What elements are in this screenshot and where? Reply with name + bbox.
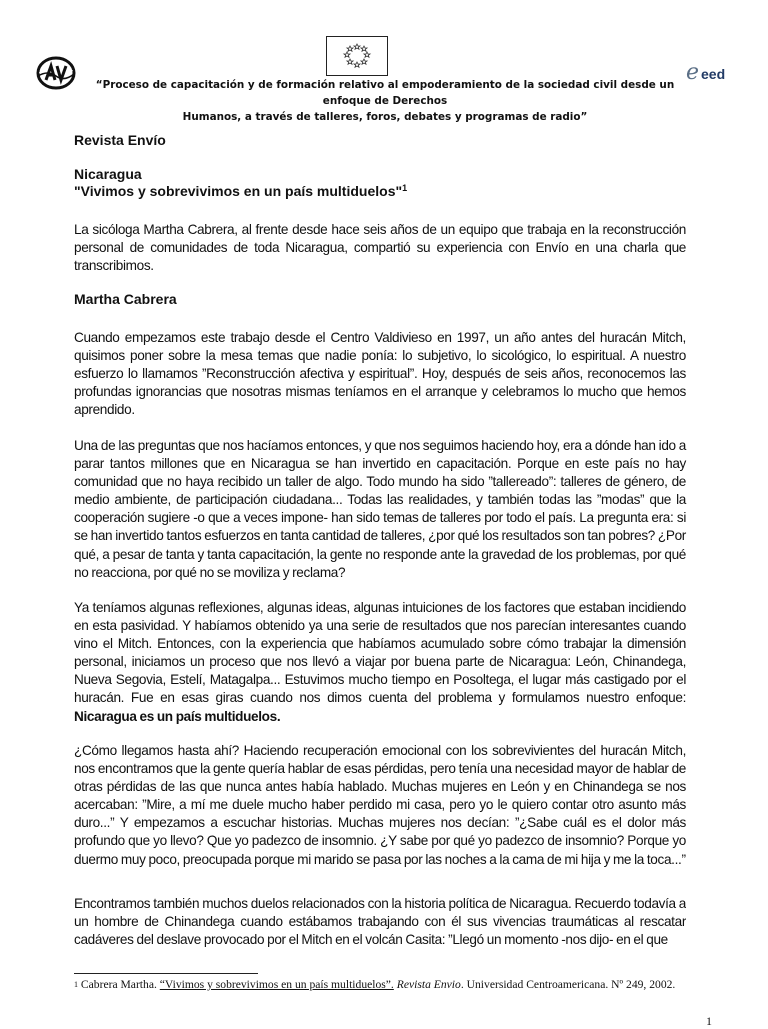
organization-logo-left bbox=[36, 56, 76, 90]
footnote-reference: 1 bbox=[402, 183, 408, 193]
body-paragraph-1: Cuando empezamos este trabajo desde el Centro Valdivieso en 1997, un año antes del huracán Mitch, quisimos poner sobre la mesa temas que nadie ponía: lo subjetivo, lo sicológico, lo espiritual. A nuestro esfuerzo lo llamamos ”Reconstrucción afectiva y espiritual”. Hoy, después de seis años, reconocemos las profundas ignorancias que nosotras mismas teníamos en el arranque y celebramos lo mucho que hemos aprendido. bbox=[74, 330, 686, 418]
footnote-divider bbox=[74, 973, 258, 974]
body-paragraph-3 bbox=[74, 599, 686, 726]
intro-paragraph: La sicóloga Martha Cabrera, al frente desde hace seis años de un equipo que trabaja en la reconstrucción personal de comunidades de toda Nicaragua, compartió su experiencia con Envío en una charla que transcribimos. bbox=[74, 222, 686, 274]
body-paragraph-4: ¿Cómo llegamos hasta ahí? Haciendo recuperación emocional con los sobrevivientes del huracán Mitch, nos encontramos que la gente quería hablar de esas pérdidas, pero tenía una necesidad mayor de hablar de otras pérdidas de las que nunca antes había hablado. Muchas mujeres en León y en Chinandega se nos acercaban: ”Mire, a mí me duele mucho haber perdido mi casa, pero yo le quiero contar otro asunto más duro...” Y empezamos a escuchar historias. Muchas mujeres nos decían: ”¿Sabe cuál es el dolor más profundo que yo llevo? Que yo padezco de insomnio. ¿Y sabe por qué yo padezco de insomnio? Porque yo duermo muy poco, preocupada porque mi marido se pasa por las noches a la cama de mi hija y me la toca...” bbox=[74, 743, 686, 867]
eed-logo bbox=[686, 60, 734, 90]
footnote-title: “Vivimos y sobrevivimos en un país multiduelos”. bbox=[159, 978, 394, 991]
footnote-rest: . Universidad Centroamericana. Nº 249, 2002. bbox=[460, 978, 676, 991]
article-title bbox=[74, 183, 407, 200]
footnote-author: Cabrera Martha. bbox=[80, 978, 157, 991]
footnote-marker: 1 bbox=[74, 980, 78, 989]
body-paragraph-5: Encontramos también muchos duelos relacionados con la historia política de Nicaragua. Recuerdo todavía a un hombre de Chinandega cuando estábamos trabajando con él sus vivencias traumáticas al rescatar cadáveres del deslave provocado por el Mitch en el volcán Casita: ”Llegó un momento -nos dijo- en el que bbox=[74, 896, 686, 948]
body-paragraph-3-text: Ya teníamos algunas reflexiones, algunas ideas, algunas intuiciones de los factores que estaban incidiendo en esta pasividad. Y habíamos obtenido ya una serie de resultados que nos parecían interesantes cuando vino el Mitch. Entonces, con la experiencia que habíamos acumulado sobre cómo trabajar la dimensión personal, iniciamos un proceso que nos llevó a viajar por buena parte de Nicaragua: León, Chinandega, Nueva Segovia, Estelí, Matagalpa... Estuvimos mucho tiempo en Posoltega, el lugar más castigado por el huracán. Fue en esas giras cuando nos dimos cuenta del problema y formulamos nuestro enfoque: bbox=[74, 600, 686, 706]
eed-logo-letter: e bbox=[686, 60, 700, 85]
eed-logo-text: eed bbox=[701, 66, 726, 82]
eu-flag-icon bbox=[326, 36, 388, 76]
project-header-line1: “Proceso de capacitación y de formación relativo al empoderamiento de la sociedad civil desde un enfoque de Derechos bbox=[95, 79, 675, 107]
page-number: 1 bbox=[706, 1014, 712, 1028]
publication-name: Revista Envío bbox=[74, 132, 166, 148]
footnote bbox=[74, 977, 686, 993]
key-phrase: Nicaragua es un país multiduelos. bbox=[74, 708, 281, 724]
footnote-journal: Revista Envio bbox=[396, 978, 461, 991]
project-header bbox=[88, 77, 682, 125]
article-title-text: "Vivimos y sobrevivimos en un país multiduelos" bbox=[74, 183, 403, 199]
speaker-heading: Martha Cabrera bbox=[74, 291, 177, 307]
project-header-line2: Humanos, a través de talleres, foros, debates y programas de radio” bbox=[182, 111, 588, 123]
body-paragraph-2: Una de las preguntas que nos hacíamos entonces, y que nos seguimos haciendo hoy, era a dónde han ido a parar tantos millones que en Nicaragua se han invertido en capacitación. Porque en este país no hay comunidad que no haya recibido un taller de algo. Todo mundo ha sido ”tallereado”: talleres de género, de medio ambiente, de participación ciudadana... Todas las realidades, y también todas las ”modas” que la cooperación sugiere -o que a veces impone- han sido temas de talleres por todo el país. La pregunta era: si se han invertido tantos esfuerzos en tanta cantidad de talleres, ¿por qué los resultados son tan pobres? ¿Por qué, a pesar de tanta y tanta capacitación, la gente no responde ante la gravedad de los problemas, por qué no reacciona, por qué no se moviliza y reclama? bbox=[74, 438, 686, 580]
country-heading: Nicaragua bbox=[74, 166, 142, 182]
